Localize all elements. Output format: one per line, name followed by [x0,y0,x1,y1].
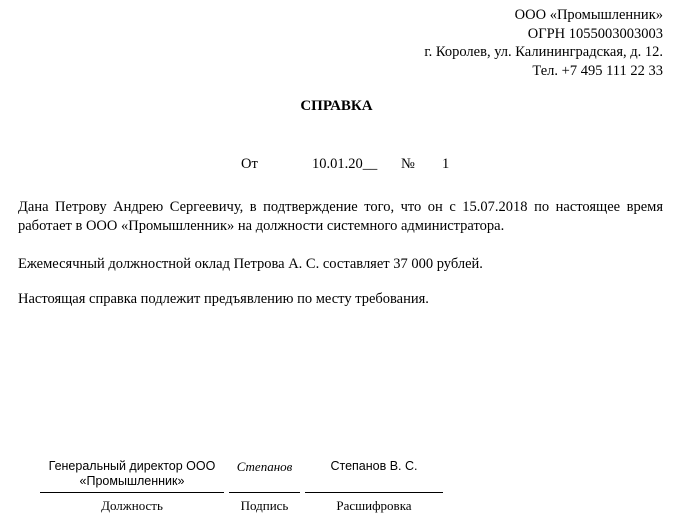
caption-signature: Подпись [240,498,289,513]
company-address: г. Королев, ул. Калининградская, д. 12. [424,44,663,60]
paragraph-employment-line-2: время работает в ООО «Промышленник» на должности системного администратора. [18,199,664,234]
paragraph-employment [18,198,663,235]
signatory-position-line-1: Генеральный директор ООО [48,459,216,473]
number-label: № [401,156,415,172]
company-phone: Тел. +7 495 111 22 33 [532,62,663,79]
company-ogrn: ОГРН 1055003003003 [527,25,663,42]
caption-name: Расшифровка [336,498,412,513]
paragraph-salary: Ежемесячный должностной оклад Петрова А. С. составляет 37 000 рублей. [18,256,483,272]
signature-underline [229,492,300,493]
position-underline [40,492,224,493]
signature-mark: Степанов [236,459,293,474]
name-underline [305,492,443,493]
company-header [424,6,663,80]
number-value: 1 [442,156,450,172]
paragraph-purpose: Настоящая справка подлежит предъявлению по месту требования. [18,291,429,307]
date-label: От [241,156,258,172]
company-name: ООО «Промышленник» [514,7,663,23]
signatory-position [40,459,224,489]
paragraph-employment-line-1: Дана Петрову Андрею Сергеевичу, в подтверждение того, что он с 15.07.2018 по настоящее [18,199,621,215]
document-title: СПРАВКА [300,98,373,114]
date-value: 10.01.20__ [312,156,378,172]
signatory-position-line-2: «Промышленник» [79,474,185,488]
signatory-name: Степанов В. С. [330,459,418,473]
caption-position: Должность [101,498,163,513]
